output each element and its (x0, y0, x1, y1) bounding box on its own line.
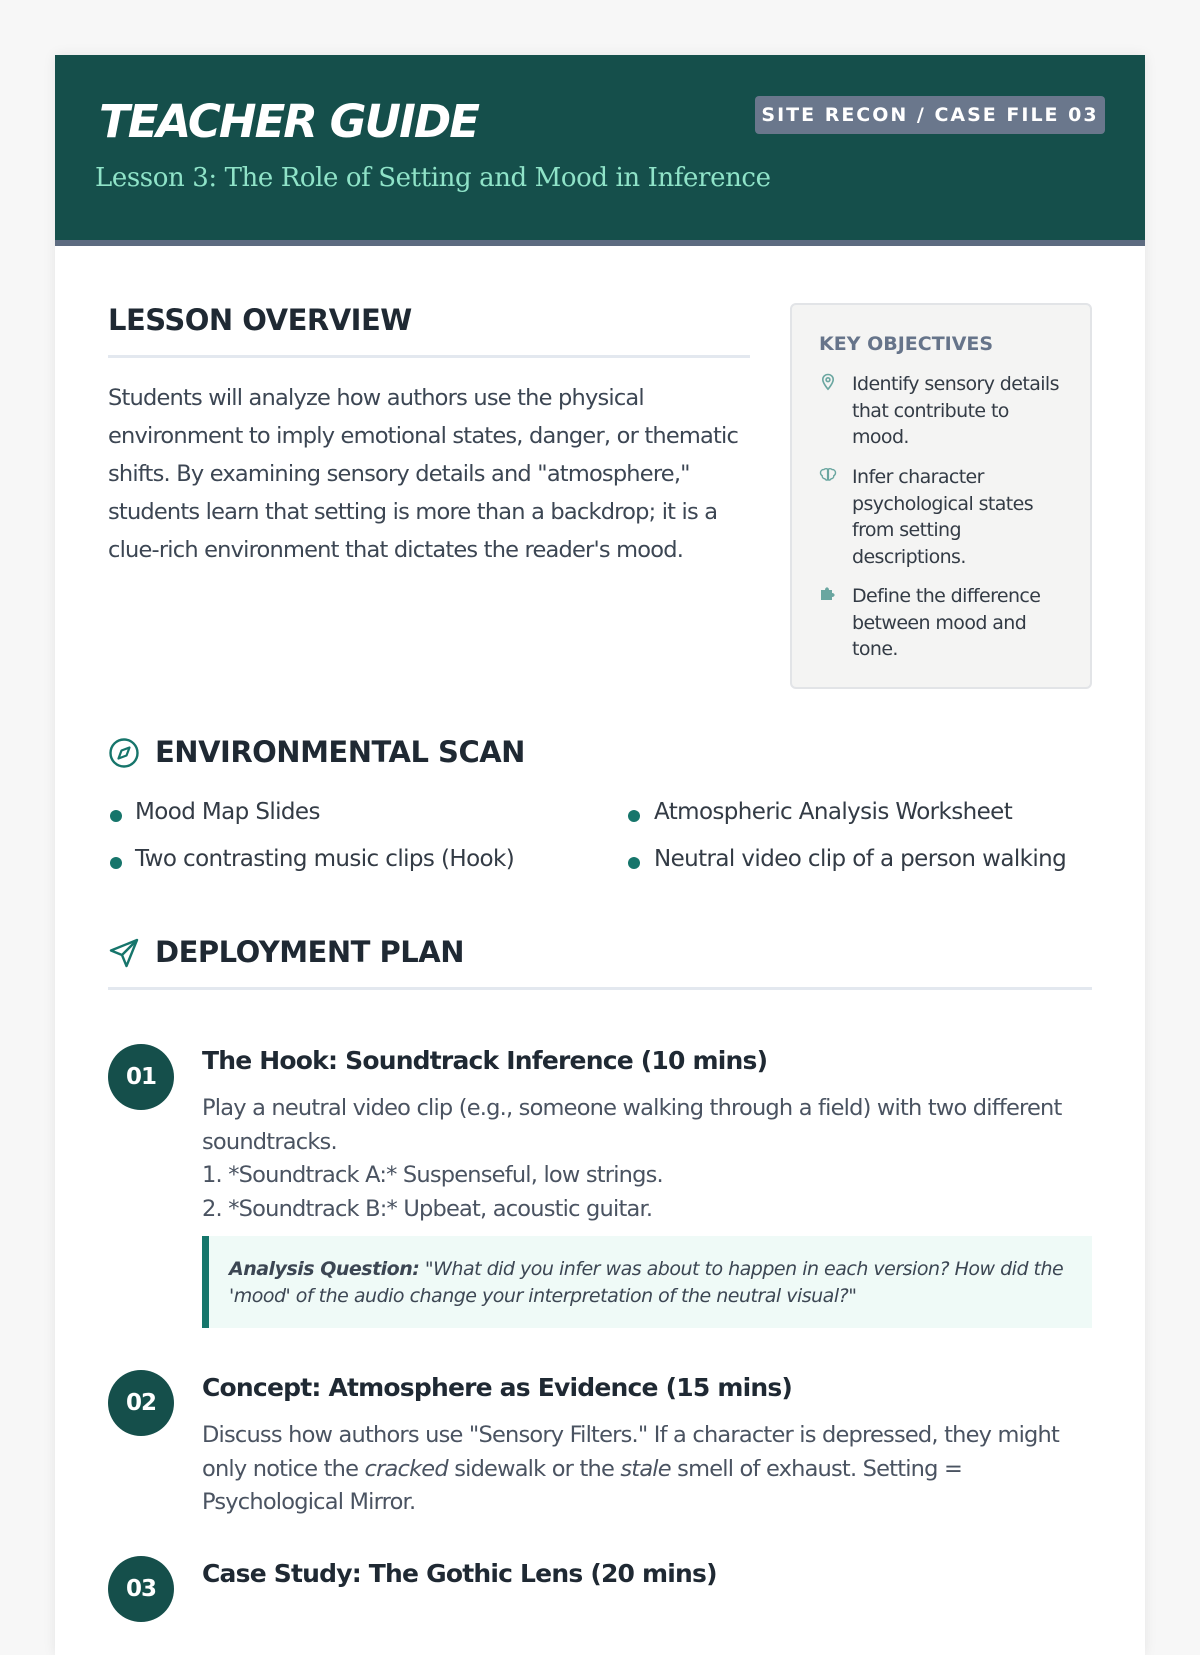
send-icon (108, 937, 140, 969)
step-text: smell of exhaust. Setting = Psychological Mirror. (202, 1455, 963, 1515)
objective-text: Infer character psychological states from setting descriptions. (852, 466, 1033, 568)
step-title: Concept: Atmosphere as Evidence (15 mins) (202, 1373, 793, 1402)
header-banner (55, 55, 1145, 246)
key-objectives-card (790, 303, 1092, 689)
step-text: sidewalk or the (447, 1455, 621, 1482)
key-objectives-title: KEY OBJECTIVES (819, 333, 994, 355)
analysis-question-callout (202, 1236, 1092, 1328)
step-title: Case Study: The Gothic Lens (20 mins) (202, 1559, 717, 1588)
deployment-plan-heading: DEPLOYMENT PLAN (155, 935, 464, 969)
step-line: 1. *Soundtrack A:* Suspenseful, low strings. (202, 1162, 663, 1188)
bullet-dot (628, 857, 640, 869)
callout-text: "What did you infer was about to happen in each version? How did the 'mood' of the audio change your interpretation of the neutral visual?" (229, 1258, 1064, 1307)
step-description (202, 1419, 1092, 1520)
lesson-overview-text: Students will analyze how authors use the physical environment to imply emotional states, danger, or thematic shifts. By examining sensory details and "atmosphere," students learn that setting is more than a backdrop; it is a clue-rich environment that dictates the reader's mood. (108, 385, 739, 563)
environmental-scan-heading: ENVIRONMENTAL SCAN (155, 735, 525, 769)
lesson-overview-heading: LESSON OVERVIEW (108, 303, 412, 337)
step-line: 2. *Soundtrack B:* Upbeat, acoustic guitar. (202, 1195, 653, 1222)
step-number-badge: 01 (108, 1044, 174, 1110)
step-number-badge: 02 (108, 1370, 174, 1436)
list-item: Neutral video clip of a person walking (654, 846, 1067, 872)
step-title: The Hook: Soundtrack Inference (10 mins) (202, 1046, 768, 1075)
lesson-subtitle: Lesson 3: The Role of Setting and Mood in Inference (95, 163, 771, 193)
list-item: Two contrasting music clips (Hook) (135, 846, 515, 872)
bullet-dot (110, 810, 122, 822)
page-title: TEACHER GUIDE (99, 95, 478, 148)
brain-icon (819, 466, 837, 484)
list-item: Atmospheric Analysis Worksheet (654, 799, 1013, 825)
step-text: Discuss how authors use "Sensory Filters." If a character is depressed, they might only notice the (202, 1422, 1060, 1482)
bullet-dot (628, 810, 640, 822)
list-item: Mood Map Slides (135, 799, 320, 825)
bullet-dot (110, 857, 122, 869)
emphasis-text: cracked (364, 1455, 448, 1482)
map-pin-icon (819, 373, 837, 391)
objective-text: Define the difference between mood and tone. (852, 585, 1041, 660)
step-line: soundtracks. (202, 1128, 337, 1155)
emphasis-text: stale (620, 1455, 671, 1482)
step-line: Play a neutral video clip (e.g., someone walking through a field) with two different (202, 1095, 1062, 1121)
puzzle-icon (819, 585, 837, 603)
step-number-badge: 03 (108, 1556, 174, 1622)
deployment-divider (108, 987, 1092, 990)
callout-label: Analysis Question: (229, 1258, 420, 1280)
compass-icon (108, 737, 140, 769)
step-description (202, 1092, 1092, 1226)
case-file-badge: SITE RECON / CASE FILE 03 (755, 96, 1105, 134)
objective-text: Identify sensory details that contribute to mood. (852, 373, 1059, 448)
guide-page (55, 55, 1145, 1655)
overview-divider (108, 355, 750, 358)
